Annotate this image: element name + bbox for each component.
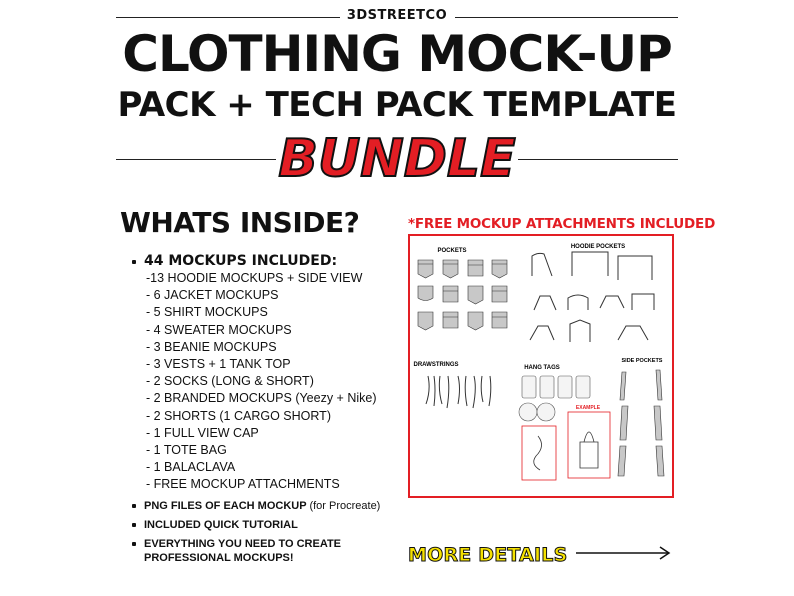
list-item: - FREE MOCKUP ATTACHMENTS: [146, 477, 340, 492]
pocket-shape: [443, 260, 458, 278]
pocket-shape: [492, 260, 507, 278]
brand-name: 3DSTREETCO: [346, 8, 448, 23]
side-pocket-shape: [620, 372, 626, 400]
pocket-shape: [443, 286, 458, 302]
hang-tag-round: [519, 403, 537, 421]
drawstrings: [426, 376, 491, 408]
pocket-shape: [492, 312, 507, 328]
list-item: -13 HOODIE MOCKUPS + SIDE VIEW: [146, 271, 363, 285]
hoodie-pockets-label: HOODIE POCKETS: [570, 244, 626, 250]
arrow-right-icon[interactable]: [576, 546, 672, 560]
list-item: - 2 BRANDED MOCKUPS (Yeezy + Nike): [146, 391, 377, 406]
hang-tag-shape: [558, 376, 572, 398]
list-item: - 1 FULL VIEW CAP: [146, 425, 259, 440]
pocket-shape: [468, 286, 483, 304]
pocket-shape: [418, 260, 433, 278]
everything-line-2: PROFESSIONAL MOCKUPS!: [144, 551, 294, 564]
mockups-included-item: 44 MOCKUPS INCLUDED:: [130, 252, 400, 270]
list-item: - 3 VESTS + 1 TANK TOP: [146, 357, 291, 372]
pocket-shape: [468, 312, 483, 330]
attachments-panel: [408, 234, 674, 498]
drawstrings-label: DRAWSTRINGS: [413, 362, 459, 368]
pockets-grid: [418, 260, 507, 330]
pocket-shape: [443, 312, 458, 328]
hang-tag-shape: [522, 376, 536, 398]
hang-tag-shape: [576, 376, 590, 398]
png-files-note: (for Procreate): [309, 499, 381, 512]
png-files-label: PNG FILES OF EACH MOCKUP: [144, 499, 307, 512]
hoodie-pocket-shape: [632, 294, 654, 310]
hoodie-pocket-shape: [568, 295, 588, 310]
hoodie-pocket-shape: [570, 320, 590, 342]
contents-list: [130, 252, 400, 565]
attachments-illustration: [410, 236, 672, 496]
hang-tags: [519, 376, 590, 421]
hang-tag-string: [534, 436, 542, 470]
page-title: CLOTHING MOCK-UP: [122, 25, 672, 83]
hang-tags-label: HANG TAGS: [524, 365, 560, 371]
hoodie-pockets: [530, 252, 654, 342]
hoodie-pocket-shape: [618, 256, 652, 280]
bundle-label: BUNDLE: [278, 129, 516, 189]
whats-inside-heading: WHATS INSIDE?: [120, 206, 360, 239]
example-label: EXAMPLE: [575, 405, 601, 411]
list-item: - 6 JACKET MOCKUPS: [146, 288, 279, 303]
pockets-label: POCKETS: [437, 248, 467, 254]
side-pockets-label: SIDE POCKETS: [621, 358, 663, 364]
hoodie-pocket-shape: [530, 326, 554, 340]
side-pockets: [618, 370, 664, 476]
everything-item: [130, 537, 400, 565]
sub-item-list: [130, 270, 400, 494]
pocket-shape: [492, 286, 507, 302]
example-hang-tag: [580, 442, 598, 468]
pocket-shape: [418, 286, 433, 301]
list-item: - 1 TOTE BAG: [146, 443, 227, 458]
list-item: - 2 SOCKS (LONG & SHORT): [146, 374, 314, 389]
everything-line-1: EVERYTHING YOU NEED TO CREATE: [144, 537, 342, 550]
hoodie-pocket-shape: [532, 253, 552, 276]
page-subtitle: PACK + TECH PACK TEMPLATE: [117, 85, 677, 125]
side-pocket-shape: [620, 406, 628, 440]
example-hang-tag-string: [584, 432, 594, 442]
list-item: - 3 BEANIE MOCKUPS: [146, 339, 277, 354]
png-files-item: [130, 499, 400, 513]
side-pocket-shape: [654, 406, 662, 440]
hoodie-pocket-shape: [534, 296, 556, 310]
hoodie-pocket-shape: [600, 296, 624, 308]
hoodie-pocket-shape: [618, 326, 648, 340]
side-pocket-shape: [656, 446, 664, 476]
tutorial-item: INCLUDED QUICK TUTORIAL: [130, 518, 400, 532]
list-item: - 2 SHORTS (1 CARGO SHORT): [146, 408, 331, 423]
free-attachments-title: *FREE MOCKUP ATTACHMENTS INCLUDED: [408, 216, 716, 232]
list-item: - 5 SHIRT MOCKUPS: [146, 305, 268, 320]
hoodie-pocket-shape: [572, 252, 608, 276]
side-pocket-shape: [618, 446, 626, 476]
pocket-shape: [418, 312, 433, 330]
hang-tag-round: [537, 403, 555, 421]
hang-tag-shape: [540, 376, 554, 398]
more-details-link[interactable]: MORE DETAILS: [408, 544, 568, 566]
list-item: - 1 BALACLAVA: [146, 460, 236, 475]
pocket-shape: [468, 260, 483, 276]
side-pocket-shape: [656, 370, 662, 400]
list-item: - 4 SWEATER MOCKUPS: [146, 322, 292, 337]
